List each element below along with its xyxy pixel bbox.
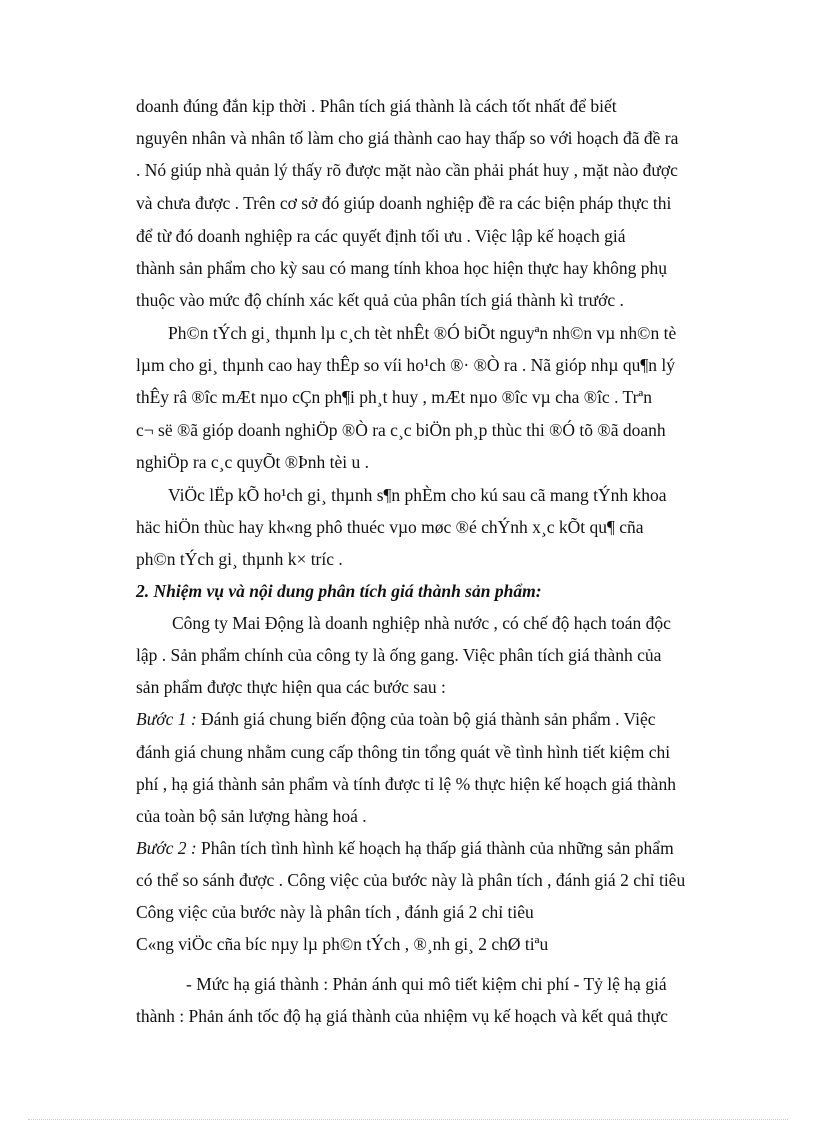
- text-line: [136, 836, 674, 860]
- text-line: Công ty Mai Động là doanh nghiệp nhà nước , có chế độ hạch toán độc: [172, 613, 671, 633]
- text-line: đánh giá chung nhằm cung cấp thông tin tổng quát về tình hình tiết kiệm chi: [136, 742, 671, 762]
- text-line: C«ng viÖc cña bíc nµy lµ ph©n tÝch , ®¸nh gi¸ 2 chØ tiªu: [136, 934, 549, 954]
- text-line: thành sản phẩm cho kỳ sau có mang tính khoa học hiện thực hay không phụ: [136, 258, 667, 278]
- text-line: ph©n tÝch gi¸ thµnh k× tríc .: [136, 549, 343, 569]
- text-line: c¬ së ®ã gióp doanh nghiÖp ®Ò ra c¸c biÖn ph¸p thùc thi ®Ó tõ ®ã doanh: [136, 420, 666, 440]
- section-heading: 2. Nhiệm vụ và nội dung phân tích giá thành sản phẩm:: [136, 581, 542, 601]
- text-line: sản phẩm được thực hiện qua các bước sau :: [136, 677, 446, 697]
- text-line: [136, 707, 656, 731]
- text-line: doanh đúng đắn kịp thời . Phân tích giá thành là cách tốt nhất để biết: [136, 96, 617, 116]
- page-bottom-divider: [28, 1119, 788, 1120]
- text-line: thuộc vào mức độ chính xác kết quả của phân tích giá thành kì trước .: [136, 290, 624, 310]
- text-line: - Mức hạ giá thành : Phản ánh qui mô tiết kiệm chi phí - Tỷ lệ hạ giá: [186, 974, 667, 994]
- text-line: lµm cho gi¸ thµnh cao hay thÊp so víi ho¹ch ®· ®Ò ra . Nã gióp nhµ qu¶n lý: [136, 355, 676, 375]
- text-line: nguyên nhân và nhân tố làm cho giá thành cao hay thấp so với hoạch đã đề ra: [136, 128, 679, 148]
- text-line: thÊy râ ®îc mÆt nµo cÇn ph¶i ph¸t huy , mÆt nµo ®îc vµ cha ®îc . Trªn: [136, 387, 652, 407]
- text-line: để từ đó doanh nghiệp ra các quyết định tối ưu . Việc lập kế hoạch giá: [136, 226, 626, 246]
- text-line: có thể so sánh được . Công việc của bước này là phân tích , đánh giá 2 chỉ tiêu: [136, 870, 686, 890]
- text-line: ViÖc lËp kÕ ho¹ch gi¸ thµnh s¶n phÈm cho kú sau cã mang tÝnh khoa: [168, 485, 667, 505]
- step-text: Đánh giá chung biến động của toàn bộ giá thành sản phẩm . Việc: [196, 709, 656, 729]
- text-line: và chưa được . Trên cơ sở đó giúp doanh nghiệp đề ra các biện pháp thực thi: [136, 193, 672, 213]
- text-line: . Nó giúp nhà quản lý thấy rõ được mặt nào cần phải phát huy , mặt nào được: [136, 160, 678, 180]
- step-text: Phân tích tình hình kế hoạch hạ thấp giá thành của những sản phẩm: [196, 838, 674, 858]
- text-line: lập . Sản phẩm chính của công ty là ống gang. Việc phân tích giá thành của: [136, 645, 662, 665]
- text-line: Ph©n tÝch gi¸ thµnh lµ c¸ch tèt nhÊt ®Ó biÕt nguyªn nh©n vµ nh©n tè: [168, 323, 677, 343]
- text-line: của toàn bộ sản lượng hàng hoá .: [136, 806, 367, 826]
- step-label: Bước 2 :: [136, 838, 197, 858]
- text-line: phí , hạ giá thành sản phẩm và tính được tỉ lệ % thực hiện kế hoạch giá thành: [136, 774, 676, 794]
- text-line: häc hiÖn thùc hay kh«ng phô thuéc vµo møc ®é chÝnh x¸c kÕt qu¶ cña: [136, 517, 644, 537]
- step-label: Bước 1 :: [136, 709, 197, 729]
- text-line: Công việc của bước này là phân tích , đánh giá 2 chỉ tiêu: [136, 902, 534, 922]
- text-line: nghiÖp ra c¸c quyÕt ®Þnh tèi u .: [136, 452, 369, 472]
- text-line: thành : Phản ánh tốc độ hạ giá thành của nhiệm vụ kế hoạch và kết quả thực: [136, 1006, 668, 1026]
